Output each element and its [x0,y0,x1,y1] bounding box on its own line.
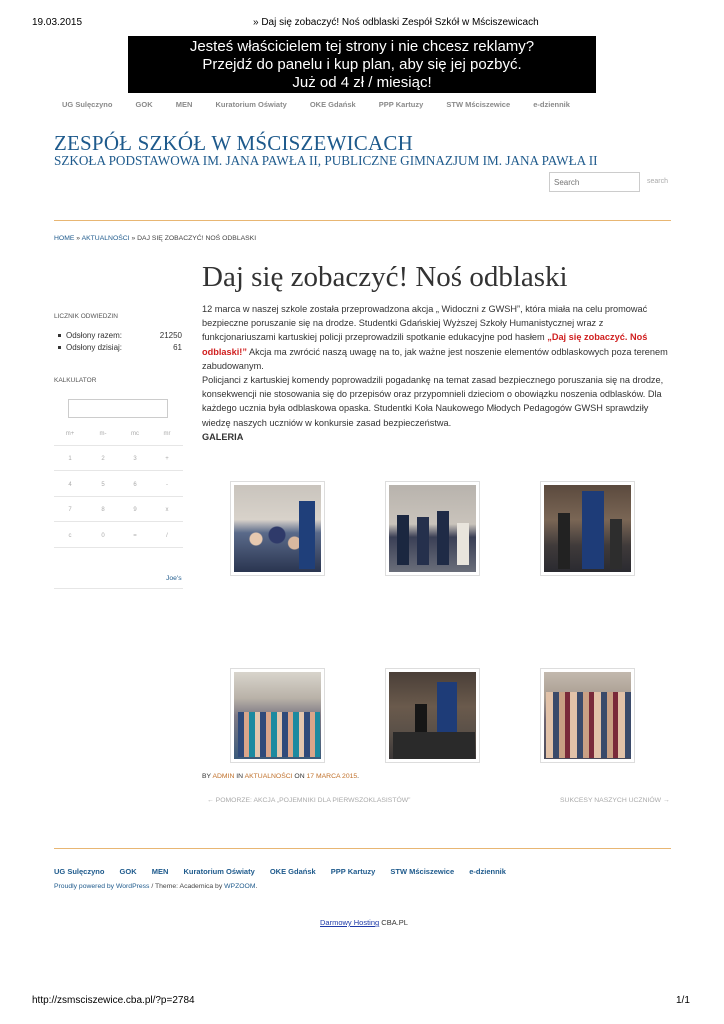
gallery-thumbnail[interactable] [230,481,325,576]
calc-key[interactable]: c [68,533,72,539]
calc-key[interactable]: 9 [133,507,137,513]
gallery-thumbnail[interactable] [540,668,635,763]
calc-divider [54,496,183,497]
photo-police-talk [389,485,476,572]
hosting-link[interactable]: Darmowy Hosting [320,918,380,927]
bullet-icon [58,334,61,337]
meta-text: IN [234,773,245,780]
meta-author-link[interactable]: ADMIN [212,773,235,780]
hosting-text: CBA.PL [379,918,408,927]
previous-post-link[interactable]: ← POMORZE: AKCJA „POJEMNIKI DLA PIERWSZOKLASISTÓW” [207,797,411,804]
footer-nav-item[interactable]: GOK [119,867,137,876]
post-text: Akcja ma zwrócić naszą uwagę na to, jak ważne jest noszenie elementów odblaskowych poza terenem zabudowanym. [202,346,668,371]
views-today-label: Odsłony dzisiaj: [66,343,123,352]
site-title[interactable]: ZESPÓŁ SZKÓŁ W MŚCISZEWICACH [54,131,413,155]
gallery-label: GALERIA [202,431,244,442]
powered-by [54,883,257,890]
calculator-credit-link[interactable]: Joe's [166,575,182,582]
calc-divider [54,521,183,522]
footer-divider [54,848,671,849]
photo-speaker-banner [389,672,476,759]
views-today-value: 61 [173,343,182,352]
post-content [202,302,672,444]
gallery-thumbnail[interactable] [385,481,480,576]
breadcrumb-category[interactable]: AKTUALNOŚCI [81,235,130,242]
post-highlight: „Daj się zobaczyć. Noś odblaski!” [202,332,648,357]
bullet-icon [58,346,61,349]
post-paragraph [202,302,672,373]
breadcrumb-separator: » [74,235,82,242]
search-input[interactable] [549,172,640,192]
calc-key[interactable]: 0 [101,533,105,539]
calc-key[interactable]: mc [131,431,139,437]
calc-key[interactable]: 2 [101,456,105,462]
calc-key[interactable]: - [166,482,168,488]
footer-nav-item[interactable]: PPP Kartuzy [330,867,376,876]
calc-divider [54,588,183,589]
footer-nav-item[interactable]: Kuratorium Oświaty [183,867,255,876]
footer-nav-item[interactable]: MEN [151,867,169,876]
calculator-widget-title: KALKULATOR [54,377,97,384]
post-text: 12 marca w naszej szkole została przeprowadzona akcja „ Widoczni z GWSH”, która miała na celu promować bezpieczne poruszanie się na drodze. Studentki Gdańskiej Wyższej Szkoły Humanistycznej wraz z funkcjonariuszami kartuskiej policji przeprowadzili spotkanie edukacyjne pod hasłem [202,304,648,343]
calc-key[interactable]: 1 [68,456,72,462]
top-nav-item[interactable]: STW Mściszewice [446,100,511,109]
print-url: http://zsmsciszewice.cba.pl/?p=2784 [32,995,195,1006]
calc-key[interactable]: 5 [101,482,105,488]
calculator-display[interactable] [68,399,168,418]
top-nav-item[interactable]: e-dziennik [533,100,570,109]
print-title: » Daj się zobaczyć! Noś odblaski Zespół Szkół w Mściszewicach [253,17,539,28]
calc-key[interactable]: 7 [68,507,72,513]
ad-line-1: Jesteś właścicielem tej strony i nie chcesz reklamy? [189,38,535,55]
calc-divider [54,470,183,471]
calc-key[interactable]: 6 [133,482,137,488]
print-page-number: 1/1 [676,995,690,1006]
calc-divider [54,547,183,548]
calc-divider [54,445,183,446]
views-total-label: Odsłony razem: [66,331,123,340]
calc-key[interactable]: / [166,533,168,539]
gallery-thumbnail[interactable] [385,668,480,763]
calc-key[interactable]: 3 [133,456,137,462]
footer-nav [54,867,519,876]
footer-nav-item[interactable]: e-dziennik [469,867,506,876]
calc-key[interactable]: m+ [65,431,75,437]
header-divider [54,220,671,221]
top-nav-item[interactable]: OKE Gdańsk [309,100,356,109]
post-paragraph: Policjanci z kartuskiej komendy poprowadzili pogadankę na temat zasad bezpiecznego poruszania się na drodze, konsekwencji nie stosowania się do przepisów oraz przypomnieli dzieciom o obowiązku noszenia odblasków. Dla każdego ucznia była odblaskowa opaska. Studentki Koła Naukowego Młodych Pedagogów GWSH sprawdziły wiedzę naszych uczniów w konkursie zasad bezpieczeństwa. [202,375,664,428]
top-nav [62,100,591,109]
post-title: Daj się zobaczyć! Noś odblaski [202,261,568,293]
wpzoom-link[interactable]: WPZOOM [224,883,256,890]
ad-line-3: Już od 4 zł / miesiąc! [292,74,432,91]
footer-nav-item[interactable]: UG Sulęczyno [54,867,105,876]
wordpress-link[interactable]: Proudly powered by WordPress [54,883,150,890]
breadcrumb-home[interactable]: HOME [54,235,75,242]
counter-widget-title: LICZNIK ODWIEDZIN [54,313,118,320]
top-nav-item[interactable]: UG Sulęczyno [62,100,113,109]
meta-text: BY [202,773,213,780]
footer-nav-item[interactable]: STW Mściszewice [390,867,455,876]
calc-key[interactable]: = [133,533,137,539]
photo-students-audience [234,672,321,759]
top-nav-item[interactable]: GOK [135,100,153,109]
breadcrumb-separator: » [129,235,138,242]
views-total-value: 21250 [159,331,182,340]
ad-banner[interactable] [128,36,596,93]
photo-classroom-presentation [234,485,321,572]
views-today-row [58,343,184,352]
powered-text: . [255,883,258,890]
calc-key[interactable]: m- [99,431,107,437]
next-post-link[interactable]: SUKCESY NASZYCH UCZNIÓW → [560,797,670,804]
top-nav-item[interactable]: Kuratorium Oświaty [215,100,287,109]
meta-text: ON [292,773,307,780]
meta-date-link[interactable]: 17 MARCA 2015 [306,773,358,780]
ad-line-2: Przejdź do panelu i kup plan, aby się jej pozbyć. [202,56,522,73]
breadcrumb-current: DAJ SIĘ ZOBACZYĆ! NOŚ ODBLASKI [137,235,257,242]
top-nav-item[interactable]: MEN [175,100,193,109]
breadcrumb [54,235,256,242]
meta-category-link[interactable]: AKTUALNOŚCI [244,773,293,780]
powered-text: / Theme: Academica by [149,883,225,890]
calc-key[interactable]: 4 [68,482,72,488]
views-total-row [58,331,184,340]
post-meta [202,773,359,780]
calc-key[interactable]: x [165,507,169,513]
gallery-thumbnail[interactable] [230,668,325,763]
gallery-thumbnail[interactable] [540,481,635,576]
site-subtitle: SZKOŁA PODSTAWOWA IM. JANA PAWŁA II, PUBLICZNE GIMNAZJUM IM. JANA PAWŁA II [54,153,598,168]
top-nav-item[interactable]: PPP Kartuzy [378,100,424,109]
photo-reflective-banner [544,485,631,572]
print-date: 19.03.2015 [32,17,83,28]
hosting-credit [320,918,408,927]
search-button[interactable]: search [647,178,669,185]
calc-key[interactable]: 8 [101,507,105,513]
footer-nav-item[interactable]: OKE Gdańsk [269,867,316,876]
calc-key[interactable]: mr [163,431,171,437]
meta-text: . [357,773,360,780]
calc-key[interactable]: + [165,456,169,462]
photo-children-group [544,672,631,759]
